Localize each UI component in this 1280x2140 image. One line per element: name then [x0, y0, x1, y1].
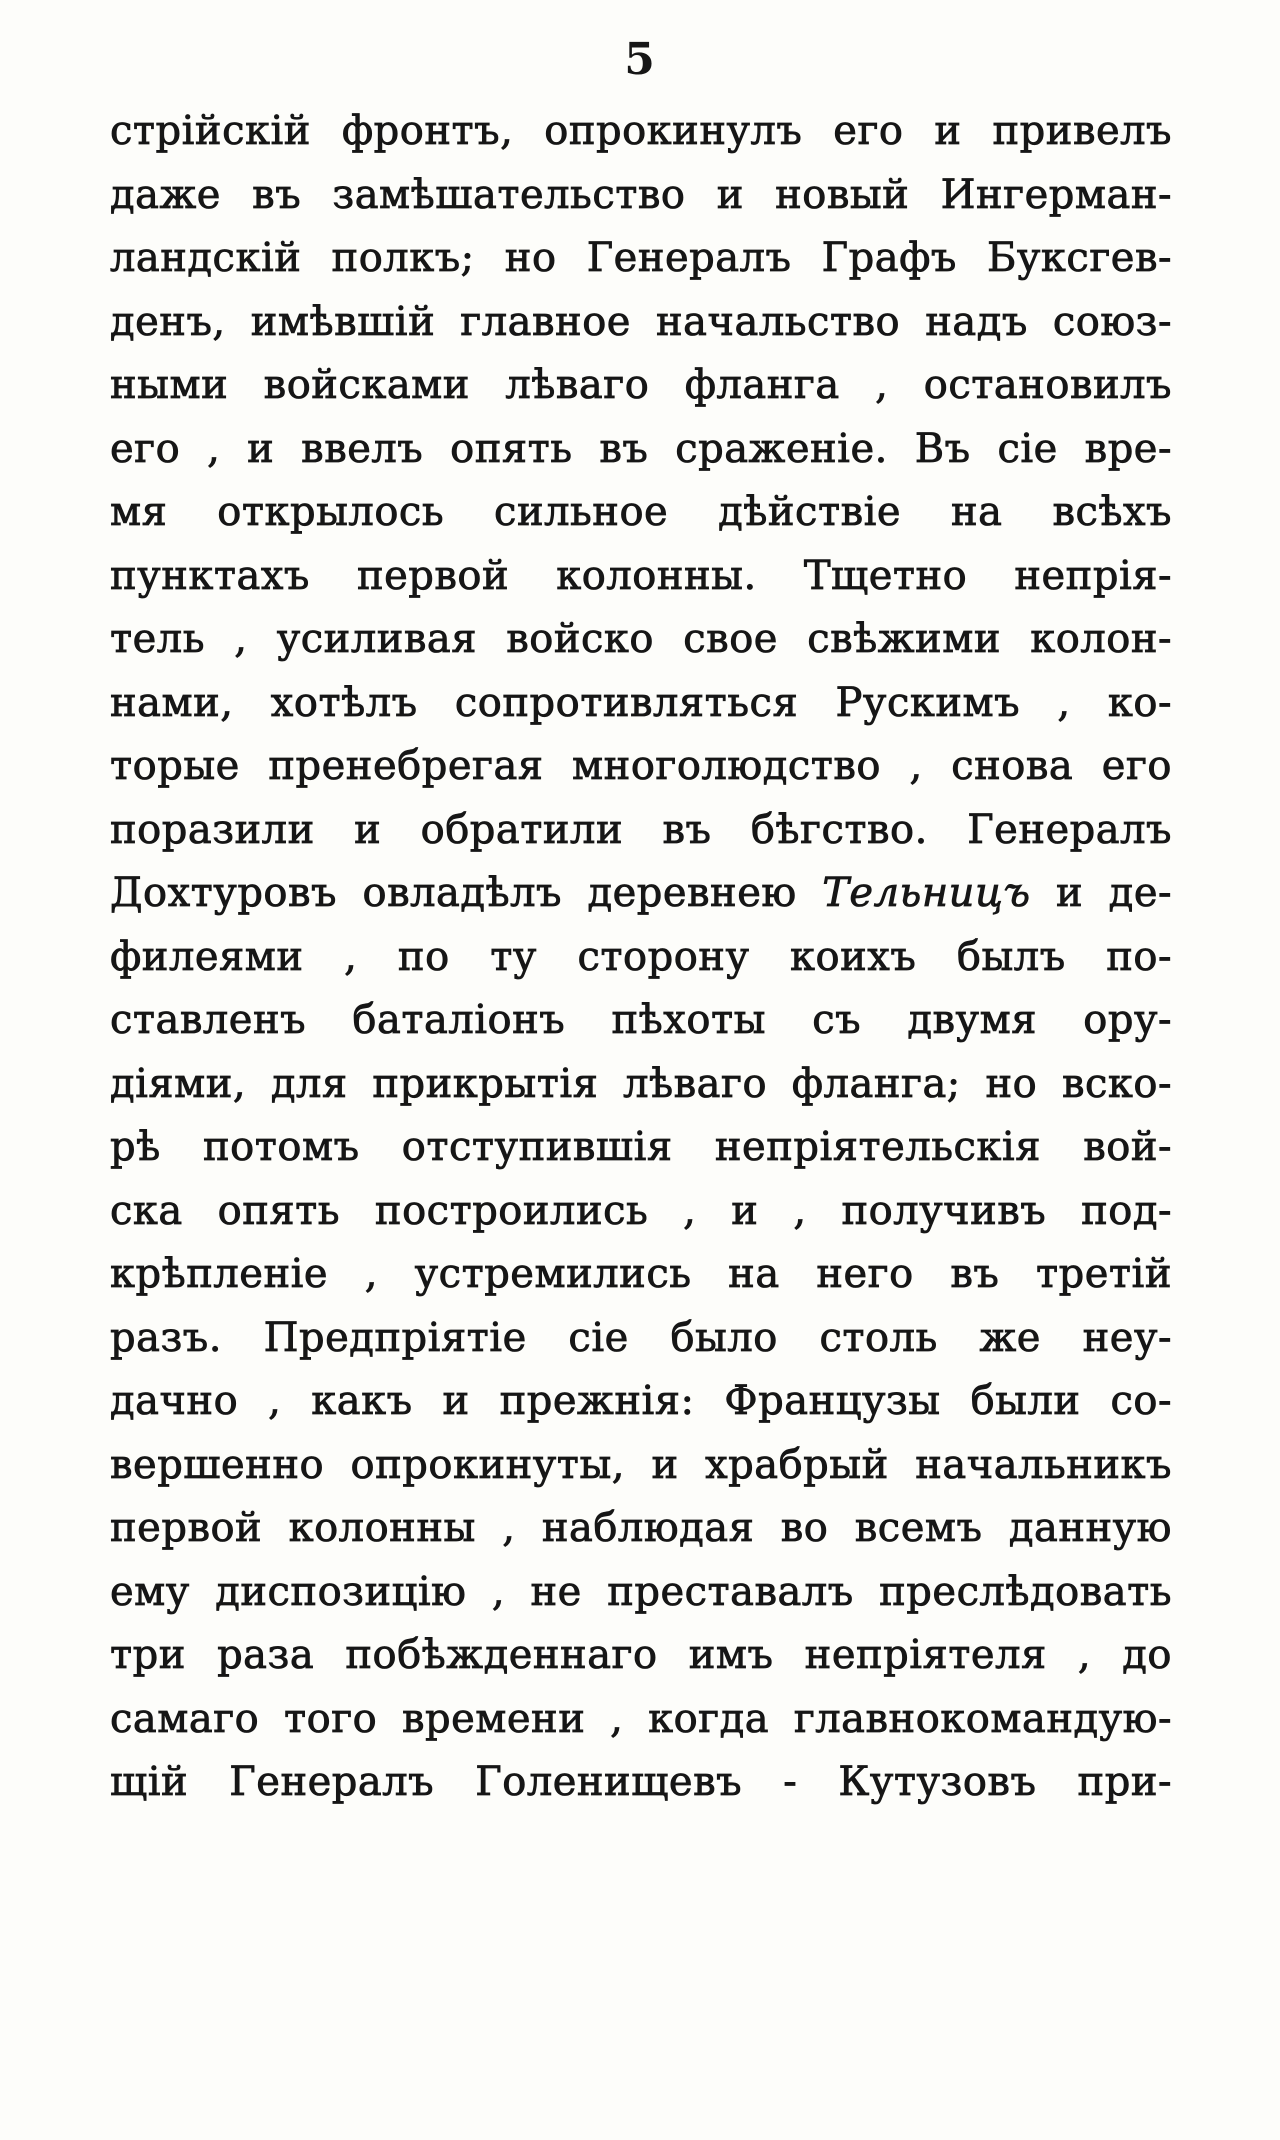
text-line: три раза побѣжденнаго имъ непріятеля , до [110, 1632, 1172, 1678]
text-line: вершенно опрокинуты, и храбрый начальникъ [110, 1441, 1172, 1488]
village-name-italic: Тельницъ [822, 870, 1031, 916]
text-line: щій Генералъ Голенищевъ - Кутузовъ при- [110, 1759, 1172, 1805]
text-line: самаго того времени , когда главнокомандую- [110, 1695, 1172, 1742]
text-segment: Дохтуровъ овладѣлъ деревнею [110, 870, 823, 916]
text-line: даже въ замѣшательство и новый Ингерман- [110, 171, 1172, 218]
text-line: разъ. Предпріятіе сіе было столь же неу- [110, 1314, 1172, 1361]
page-number: 5 [624, 34, 656, 85]
text-line: ска опять построились , и , получивъ под- [110, 1187, 1172, 1234]
text-line: филеями , по ту сторону коихъ былъ по- [110, 933, 1172, 980]
text-line: денъ, имѣвшій главное начальство надъ союз- [110, 298, 1172, 345]
text-line: первой колонны , наблюдая во всемъ данную [110, 1505, 1172, 1551]
text-line: торые пренебрегая многолюдство , снова его [110, 743, 1172, 789]
text-line: поразили и обратили въ бѣгство. Генералъ [110, 806, 1172, 853]
text-block [110, 100, 1172, 1815]
text-line: ландскій полкъ; но Генералъ Графъ Буксгев- [110, 235, 1172, 281]
text-line: дачно , какъ и прежнія: Французы были со- [110, 1378, 1172, 1424]
text-line [110, 862, 1172, 926]
text-line: ставленъ баталіонъ пѣхоты съ двумя ору- [110, 997, 1172, 1043]
text-line: нами, хотѣлъ сопротивляться Рускимъ , ко- [110, 679, 1172, 726]
text-segment: и де- [1030, 870, 1173, 916]
text-line: тель , усиливая войско свое свѣжими колон- [110, 616, 1172, 662]
text-line: діями, для прикрытія лѣваго фланга; но вско- [110, 1060, 1172, 1107]
text-line: ему диспозицію , не преставалъ преслѣдовать [110, 1568, 1172, 1615]
text-line: мя открылось сильное дѣйствіе на всѣхъ [110, 489, 1172, 535]
text-line: рѣ потомъ отступившія непріятельскія вой- [110, 1124, 1172, 1170]
text-line: крѣпленіе , устремились на него въ третій [110, 1251, 1172, 1297]
text-line: пунктахъ первой колонны. Тщетно непрія- [110, 552, 1172, 599]
text-line: ными войсками лѣваго фланга , остановилъ [110, 362, 1172, 408]
text-line: стрійскій фронтъ, опрокинулъ его и привелъ [110, 108, 1172, 154]
text-line: его , и ввелъ опять въ сраженіе. Въ сіе вре- [110, 425, 1172, 472]
